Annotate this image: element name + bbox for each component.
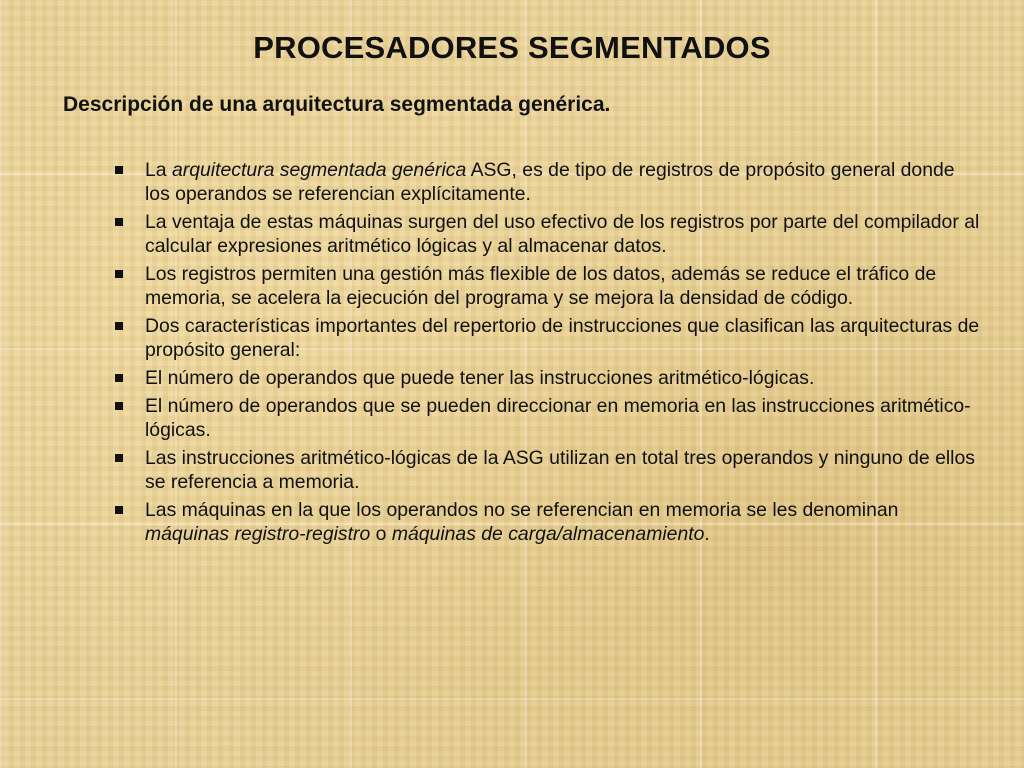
bullet-item xyxy=(112,394,982,442)
square-bullet-icon xyxy=(115,166,123,174)
bullet-text: Dos características importantes del repertorio de instrucciones que clasifican las arquitecturas de propósito general: xyxy=(145,315,980,361)
square-bullet-icon xyxy=(115,322,123,330)
bullet-item xyxy=(112,366,982,390)
bullet-text: Las máquinas en la que los operandos no se referencian en memoria se les denominan máquinas registro-registro o máquinas de carga/almacenamiento. xyxy=(145,499,899,545)
bullet-text: El número de operandos que puede tener las instrucciones aritmético-lógicas. xyxy=(145,367,815,389)
square-bullet-icon xyxy=(115,506,123,514)
bullet-item xyxy=(112,210,982,258)
bullet-item xyxy=(112,314,982,362)
square-bullet-icon xyxy=(115,402,123,410)
square-bullet-icon xyxy=(115,454,123,462)
bullet-text: El número de operandos que se pueden direccionar en memoria en las instrucciones aritmético-lógicas. xyxy=(145,395,971,441)
bullet-text: Las instrucciones aritmético-lógicas de la ASG utilizan en total tres operandos y ninguno de ellos se referencia a memoria. xyxy=(145,447,975,493)
bullet-text: La ventaja de estas máquinas surgen del uso efectivo de los registros por parte del compilador al calcular expresiones aritmético lógicas y al almacenar datos. xyxy=(145,211,980,257)
slide-subtitle: Descripción de una arquitectura segmentada genérica. xyxy=(63,93,611,116)
bullet-list xyxy=(112,158,982,550)
bullet-text: La arquitectura segmentada genérica ASG, es de tipo de registros de propósito general donde los operandos se referencian explícitamente. xyxy=(145,159,955,205)
square-bullet-icon xyxy=(115,270,123,278)
bullet-text: Los registros permiten una gestión más flexible de los datos, además se reduce el tráfico de memoria, se acelera la ejecución del programa y se mejora la densidad de código. xyxy=(145,263,937,309)
square-bullet-icon xyxy=(115,374,123,382)
slide-title: PROCESADORES SEGMENTADOS xyxy=(253,30,771,65)
bullet-item xyxy=(112,158,982,206)
bullet-item xyxy=(112,498,982,546)
bullet-item xyxy=(112,262,982,310)
bullet-item xyxy=(112,446,982,494)
square-bullet-icon xyxy=(115,218,123,226)
